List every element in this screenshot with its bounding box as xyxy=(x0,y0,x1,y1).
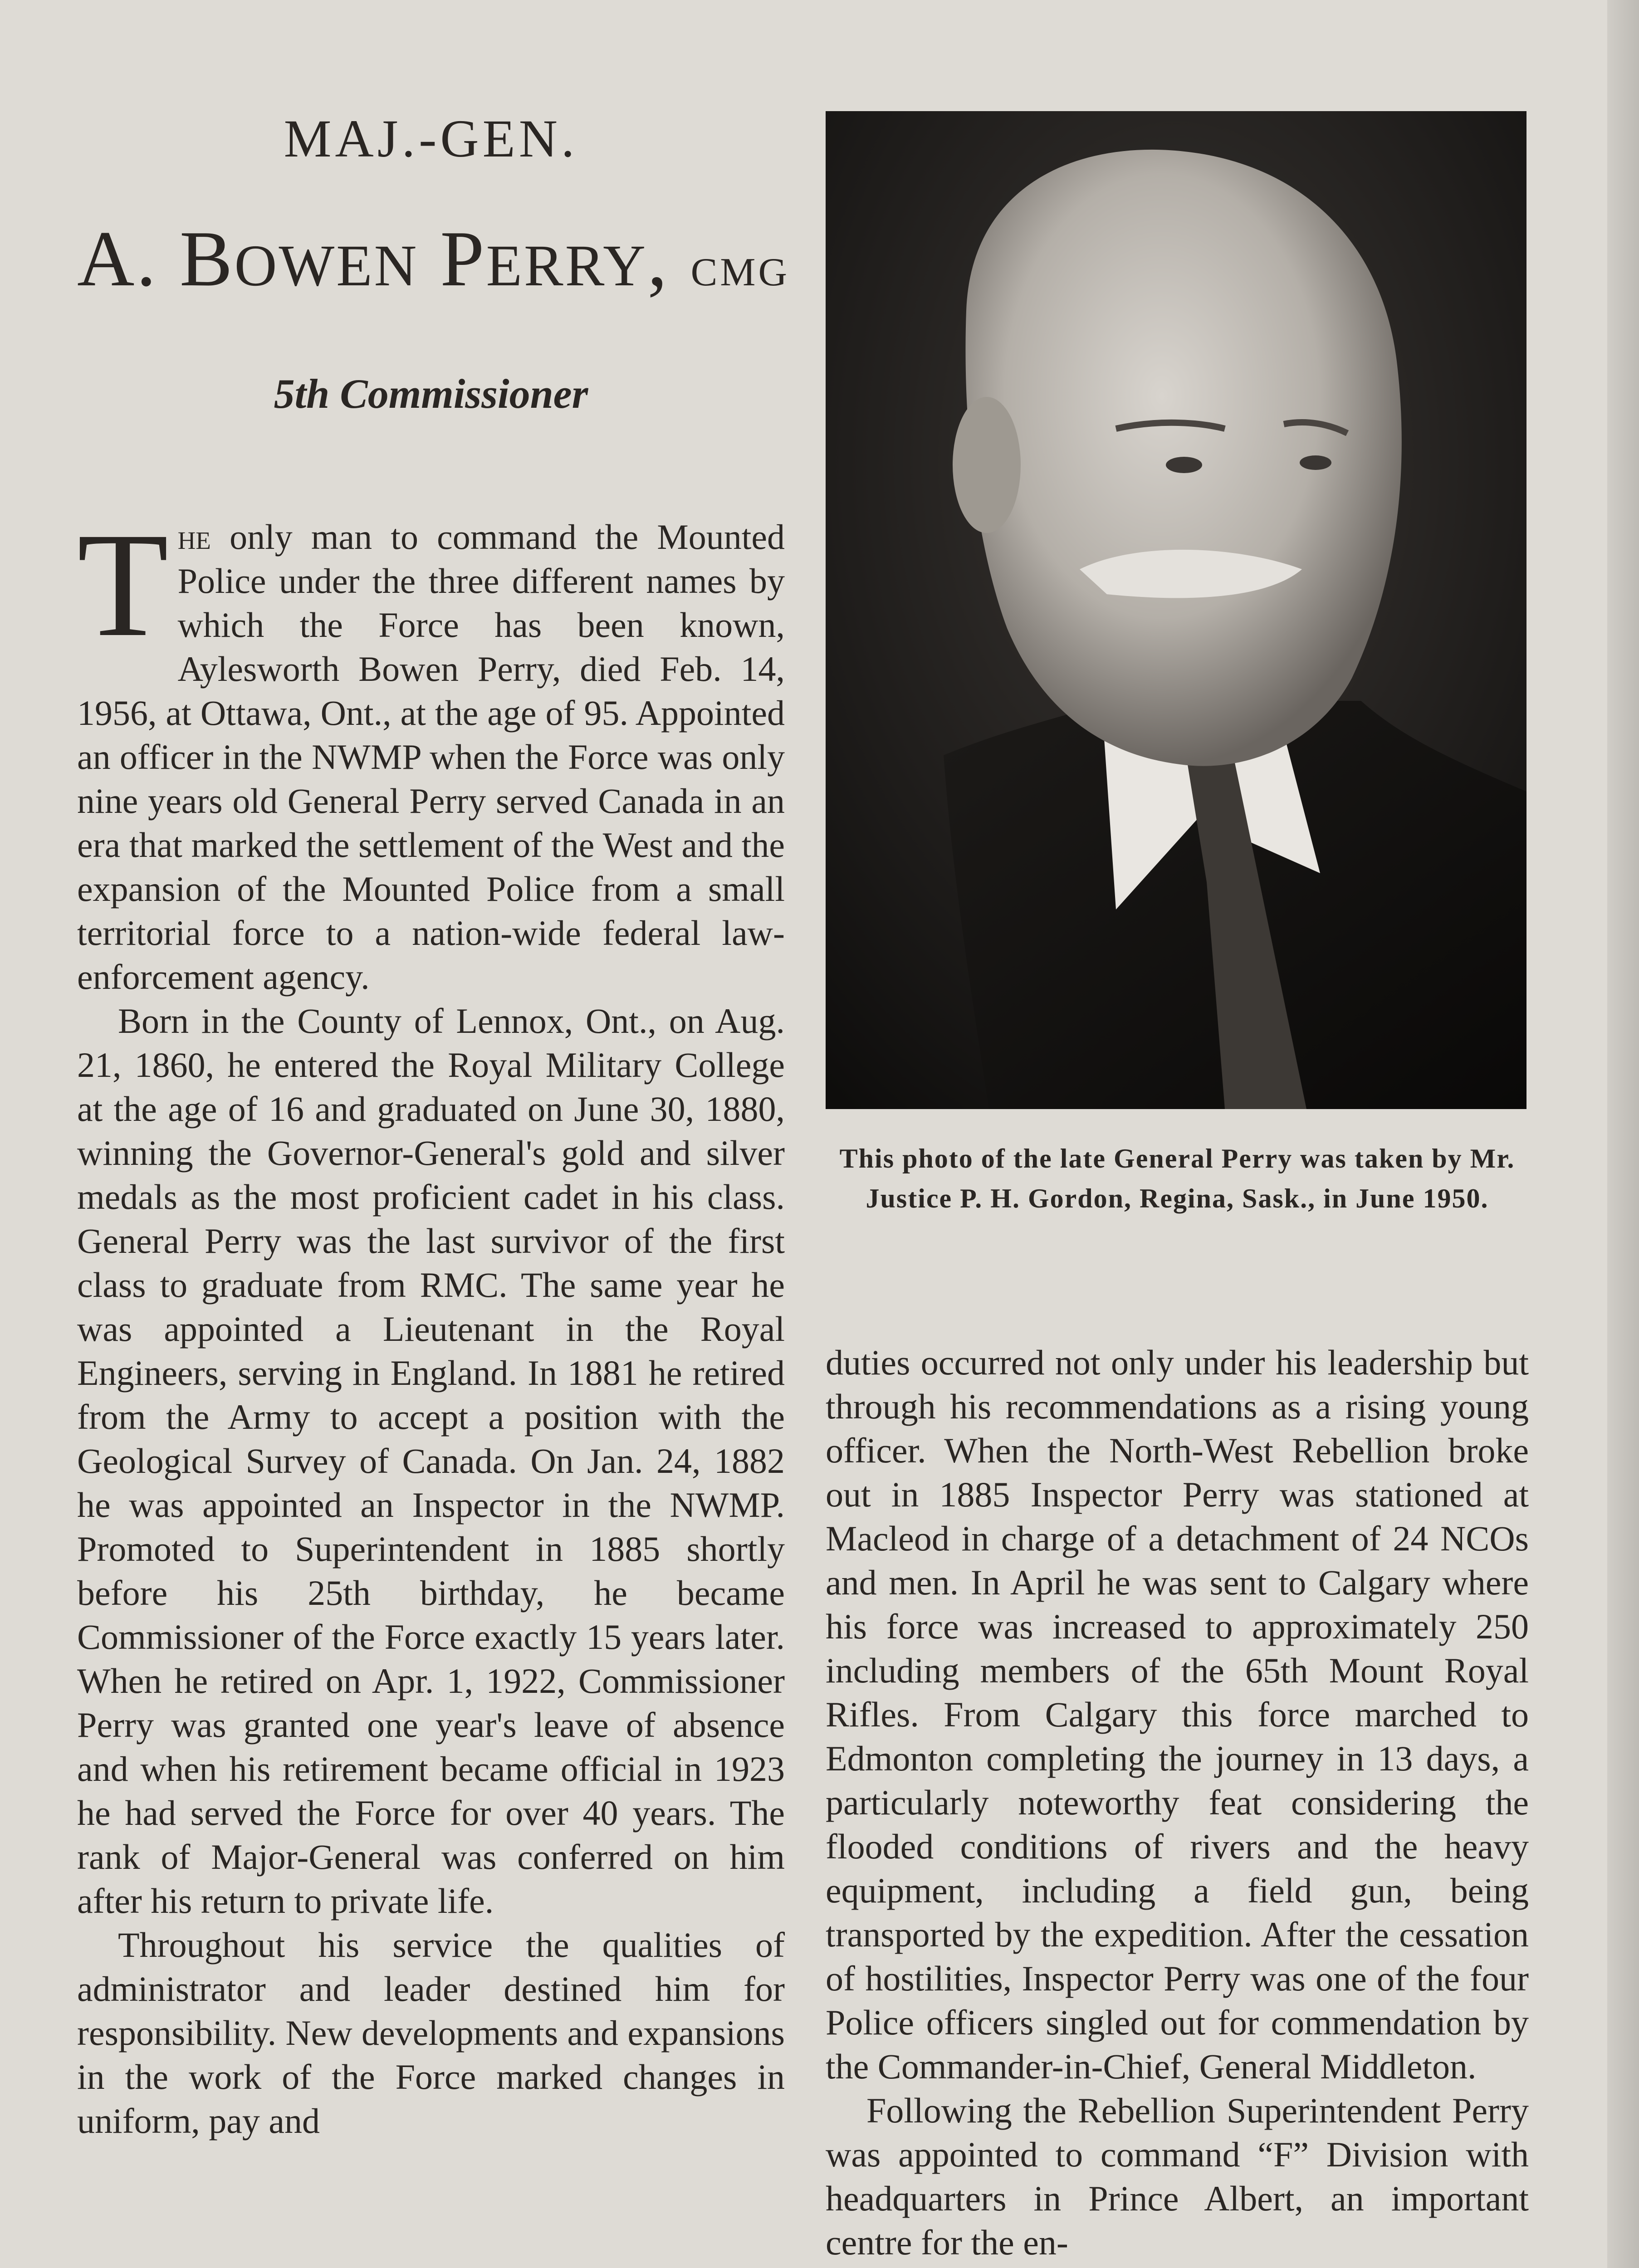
name-part: , xyxy=(647,215,691,303)
honor-letters: CMG xyxy=(690,250,790,294)
rank-heading: MAJ.-GEN. xyxy=(284,109,578,168)
paragraph: Born in the County of Lennox, Ont., on Aug. 21, 1860, he entered the Royal Military College at the age of 16 and graduated on June 30, 1880, winning the Governor-General's gold and silver medals as the most proficient cadet in his class. General Perry was the last survivor of the first class to graduate from RMC. The same year he was appointed a Lieutenant in the Royal Engineers, serving in England. In 1881 he retired from the Army to accept a position with the Geological Survey of Canada. On Jan. 24, 1882 he was appointed an Inspector in the NWMP. Promoted to Superintendent in 1885 shortly before his 25th birthday, he became Commissioner of the Force exactly 15 years later. When he retired on Apr. 1, 1922, Commissioner Perry was granted one year's leave of absence and when his retirement became official in 1923 he had served the Force for over 40 years. The rank of Major-General was conferred on him after his return to private life. xyxy=(77,1001,785,1921)
paragraph: Following the Rebellion Superintendent Perry was appointed to command “F” Division with headquarters in Prince Albert, an important centre for the en- xyxy=(826,2091,1529,2262)
photo-caption: This photo of the late General Perry was taken by Mr. Justice P. H. Gordon, Regina, Sask., in June 1950. xyxy=(839,1144,1515,1213)
name-part: P xyxy=(418,215,486,303)
lead-smallcaps: he xyxy=(177,517,211,557)
paragraph xyxy=(77,502,785,999)
page-edge xyxy=(1607,0,1639,2268)
paragraph: Throughout his service the qualities of administrator and leader destined him for responsibility. New developments and expansions in the work of the Force marked changes in uniform, pay and xyxy=(77,1925,785,2141)
subtitle: 5th Commissioner xyxy=(274,371,588,417)
article-column-right xyxy=(826,1340,1529,2264)
drop-cap: T xyxy=(77,502,169,668)
name-heading xyxy=(77,213,790,304)
article-column-left xyxy=(77,502,785,2143)
paragraph-text: only man to command the Mounted Police under the three different names by which the Force has been known, Aylesworth Bowen Perry, died Feb. 14, 1956, at Ottawa, Ont., at the age of 95. Appointed an officer in the NWMP when the Force was only nine years old General Perry served Canada in an era that marked the settlement of the West and the expansion of the Mounted Police from a small territorial force to a nation-wide federal law-enforcement agency. xyxy=(77,517,785,997)
name-part: A. B xyxy=(77,215,235,303)
paragraph: duties occurred not only under his leadership but through his recommendations as a rising young officer. When the North-West Rebellion broke out in 1885 Inspector Perry was stationed at Macleod in charge of a detachment of 24 NCOs and men. In April he was sent to Calgary where his force was increased to approximately 250 including members of the 65th Mount Royal Rifles. From Calgary this force marched to Edmonton completing the journey in 13 days, a particularly noteworthy feat considering the flooded conditions of rivers and the heavy equipment, including a field gun, being transported by the expedition. After the cessation of hostilities, Inspector Perry was one of the four Police officers singled out for commendation by the Commander-in-Chief, General Middleton. xyxy=(826,1343,1529,2086)
portrait-illustration xyxy=(826,111,1526,1109)
name-part: ERRY xyxy=(486,233,648,298)
portrait-photo xyxy=(826,111,1526,1109)
name-part: OWEN xyxy=(234,233,419,298)
